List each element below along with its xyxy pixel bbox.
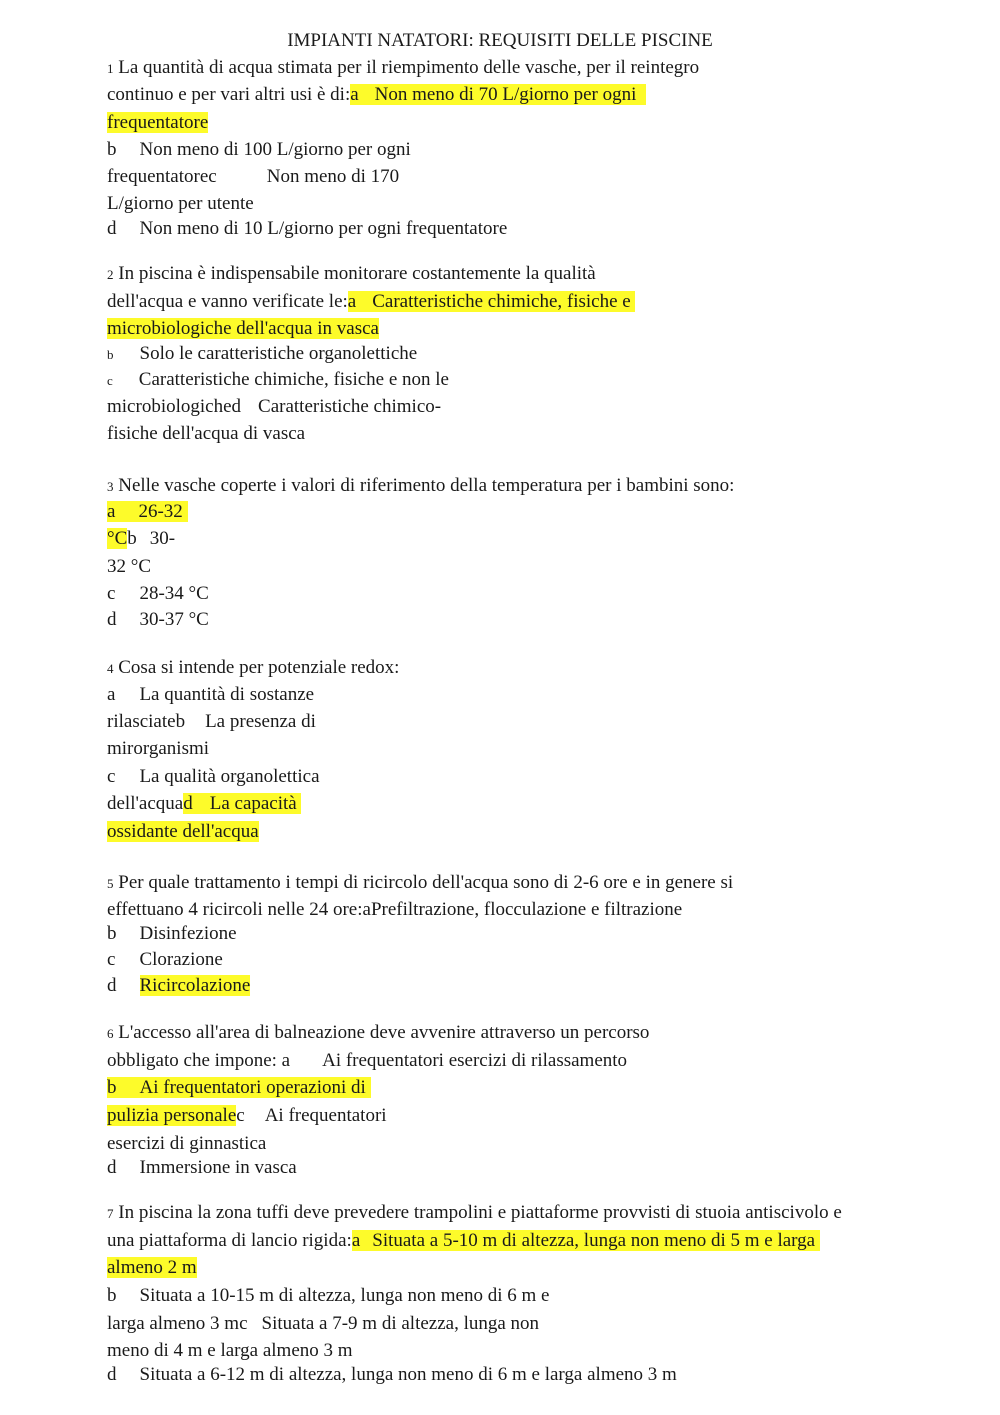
option-b-cont — [107, 1104, 387, 1128]
option-b — [107, 342, 417, 366]
question-number: 5 — [107, 876, 114, 891]
option-b — [107, 922, 237, 946]
question-2-prompt: 2 In piscina è indispensabile monitorare costantemente la qualità — [107, 263, 596, 284]
option-d-letter: d — [107, 975, 117, 996]
option-a-cont: rilasciateb La presenza di — [107, 711, 316, 732]
correct-answer-highlight — [352, 1230, 820, 1251]
option-c-text: 28-34 °C — [139, 583, 209, 604]
option-b-cont: 32 °C — [107, 556, 152, 577]
option-c-cont: dell'acquad La capacità — [107, 792, 301, 816]
question-4-prompt: 4 Cosa si intende per potenziale redox: — [107, 657, 400, 678]
option-b-letter: b — [107, 923, 117, 944]
option-d — [107, 217, 507, 241]
option-d — [107, 974, 250, 998]
option-a — [107, 683, 314, 707]
option-a-cont — [107, 1256, 197, 1280]
option-a-text: Caratteristiche chimiche, fisiche e — [372, 291, 631, 312]
option-a-text: Ai frequentatori esercizi di rilassamento — [322, 1050, 628, 1071]
option-d — [107, 1363, 677, 1387]
option-b-letter: b — [107, 139, 117, 160]
option-b-cont: larga almeno 3 mc Situata a 7-9 m di altezza, lunga non — [107, 1313, 540, 1334]
option-c-text: Ai frequentatori — [264, 1105, 387, 1126]
option-b — [107, 1284, 549, 1308]
option-c-letter: c — [239, 1313, 248, 1334]
option-d-text: Non meno di 10 L/giorno per ogni frequentatore — [139, 218, 508, 239]
option-d-letter: d — [107, 1157, 117, 1178]
correct-answer-highlight: ossidante dell'acqua — [107, 821, 259, 842]
correct-answer-highlight: almeno 2 m — [107, 1257, 197, 1278]
option-b-text: Non meno di 100 L/giorno per ogni — [139, 139, 411, 160]
question-number: 3 — [107, 479, 114, 494]
option-a-letter: a — [350, 84, 359, 105]
option-c-text: Situata a 7-9 m di altezza, lunga non — [261, 1313, 540, 1334]
question-7-prompt: 7 In piscina la zona tuffi deve prevedere trampolini e piattaforme provvisti di stuoia antiscivolo e — [107, 1202, 842, 1223]
option-b-letter: b — [175, 711, 186, 732]
correct-answer-highlight: °C — [107, 528, 128, 549]
question-7-prompt-cont: una piattaforma di lancio rigida:a Situata a 5-10 m di altezza, lunga non meno di 5 m e larga — [107, 1229, 820, 1253]
option-c-letter: c — [107, 766, 116, 787]
option-a-letter: a — [107, 501, 116, 522]
option-b — [107, 138, 411, 162]
option-d-letter: d — [107, 218, 117, 239]
option-d-letter: d — [107, 1364, 117, 1385]
option-d-letter: d — [107, 609, 117, 630]
correct-answer-highlight — [183, 793, 301, 814]
correct-answer-highlight: frequentatore — [107, 112, 209, 133]
option-d — [107, 1156, 297, 1180]
option-b-cont: mirorganismi — [107, 738, 210, 759]
document-title: IMPIANTI NATATORI: REQUISITI DELLE PISCINE — [287, 30, 713, 51]
option-a-letter: a — [281, 1050, 291, 1071]
option-c-cont: meno di 4 m e larga almeno 3 m — [107, 1340, 353, 1361]
option-b-letter: b — [107, 1285, 117, 1306]
option-c-letter: c — [107, 949, 116, 970]
option-d-letter: d — [183, 793, 193, 814]
option-a-text: Non meno di 70 L/giorno per ogni — [374, 84, 637, 105]
option-b — [107, 1076, 371, 1100]
option-c-text: Caratteristiche chimiche, fisiche e non le — [138, 369, 449, 390]
option-a-cont — [107, 317, 379, 341]
option-a-text: Prefiltrazione, flocculazione e filtrazione — [370, 899, 683, 920]
option-c-text: Non meno di 170 — [266, 166, 400, 187]
question-2-prompt-cont: dell'acqua e vanno verificate le:a Caratteristiche chimiche, fisiche e — [107, 290, 635, 314]
correct-answer-highlight — [107, 1077, 371, 1098]
option-c — [107, 368, 449, 392]
question-5-prompt: 5 Per quale trattamento i tempi di ricircolo dell'acqua sono di 2-6 ore e in genere si — [107, 872, 734, 893]
option-a-letter: a — [351, 1230, 361, 1251]
correct-answer-highlight — [140, 975, 251, 996]
option-a-cont — [107, 111, 208, 135]
question-number: 4 — [107, 661, 114, 676]
correct-answer-highlight: pulizia personale — [107, 1105, 237, 1126]
option-a-text: La quantità di sostanze — [139, 684, 315, 705]
question-1-prompt: 1 La quantità di acqua stimata per il riempimento delle vasche, per il reintegro — [107, 57, 700, 78]
question-number: 7 — [107, 1206, 114, 1221]
option-d-text: Caratteristiche chimico- — [258, 396, 442, 417]
option-d-text: Immersione in vasca — [139, 1157, 297, 1178]
question-number: 6 — [107, 1026, 114, 1041]
option-c-letter: c — [208, 166, 217, 187]
option-d-text: Situata a 6-12 m di altezza, lunga non meno di 6 m e larga almeno 3 m — [139, 1364, 677, 1385]
option-c-cont: microbiologiched Caratteristiche chimico- — [107, 396, 442, 417]
option-d-text: 30-37 °C — [139, 609, 209, 630]
option-c-cont: L/giorno per utente — [107, 193, 254, 214]
option-a-text: 26-32 — [138, 501, 183, 522]
option-b-text: 30- — [149, 528, 176, 549]
option-b-text: Situata a 10-15 m di altezza, lunga non meno di 6 m e — [139, 1285, 550, 1306]
option-a-cont — [107, 527, 175, 551]
option-d-cont — [107, 820, 259, 844]
option-a-text: Situata a 5-10 m di altezza, lunga non meno di 5 m e larga — [372, 1230, 816, 1251]
option-b-text: La presenza di — [205, 711, 316, 732]
correct-answer-highlight — [350, 84, 646, 105]
question-6-prompt: 6 L'accesso all'area di balneazione deve avvenire attraverso un percorso — [107, 1022, 650, 1043]
option-b-text: Ai frequentatori operazioni di — [139, 1077, 366, 1098]
option-c — [107, 582, 209, 606]
option-a-letter: a — [362, 899, 371, 920]
option-c-letter: c — [236, 1105, 245, 1126]
option-b-letter: b — [107, 347, 114, 362]
question-number: 1 — [107, 61, 114, 76]
correct-answer-highlight: microbiologiche dell'acqua in vasca — [107, 318, 379, 339]
option-b-cont: frequentatorec Non meno di 170 — [107, 166, 400, 187]
option-c-text: Clorazione — [139, 949, 223, 970]
option-d — [107, 608, 209, 632]
option-c-letter: c — [107, 583, 116, 604]
question-5-prompt-cont: effettuano 4 ricircoli nelle 24 ore:aPrefiltrazione, flocculazione e filtrazione — [107, 899, 683, 920]
question-6-prompt-cont: obbligato che impone: a Ai frequentatori esercizi di rilassamento — [107, 1050, 628, 1071]
question-number: 2 — [107, 267, 114, 282]
option-a-letter: a — [347, 291, 357, 312]
option-d-text: Ricircolazione — [139, 975, 251, 996]
option-c-cont: esercizi di ginnastica — [107, 1133, 267, 1154]
option-c — [107, 765, 320, 789]
option-b-text: Solo le caratteristiche organolettiche — [139, 343, 418, 364]
option-d-text: La capacità — [209, 793, 297, 814]
question-3-prompt: 3 Nelle vasche coperte i valori di riferimento della temperatura per i bambini sono: — [107, 475, 735, 496]
correct-answer-highlight — [348, 291, 636, 312]
option-b-letter: b — [107, 1077, 117, 1098]
option-d-letter: d — [231, 396, 242, 417]
option-b-text: Disinfezione — [139, 923, 237, 944]
option-b-letter: b — [127, 528, 137, 549]
option-c — [107, 948, 223, 972]
option-c-letter: c — [107, 373, 113, 388]
question-1-prompt-cont: continuo e per vari altri usi è di:a Non meno di 70 L/giorno per ogni — [107, 83, 646, 107]
option-a — [107, 500, 188, 524]
option-a-letter: a — [107, 684, 116, 705]
correct-answer-highlight — [107, 501, 188, 522]
option-c-text: La qualità organolettica — [139, 766, 320, 787]
option-d-cont: fisiche dell'acqua di vasca — [107, 423, 306, 444]
